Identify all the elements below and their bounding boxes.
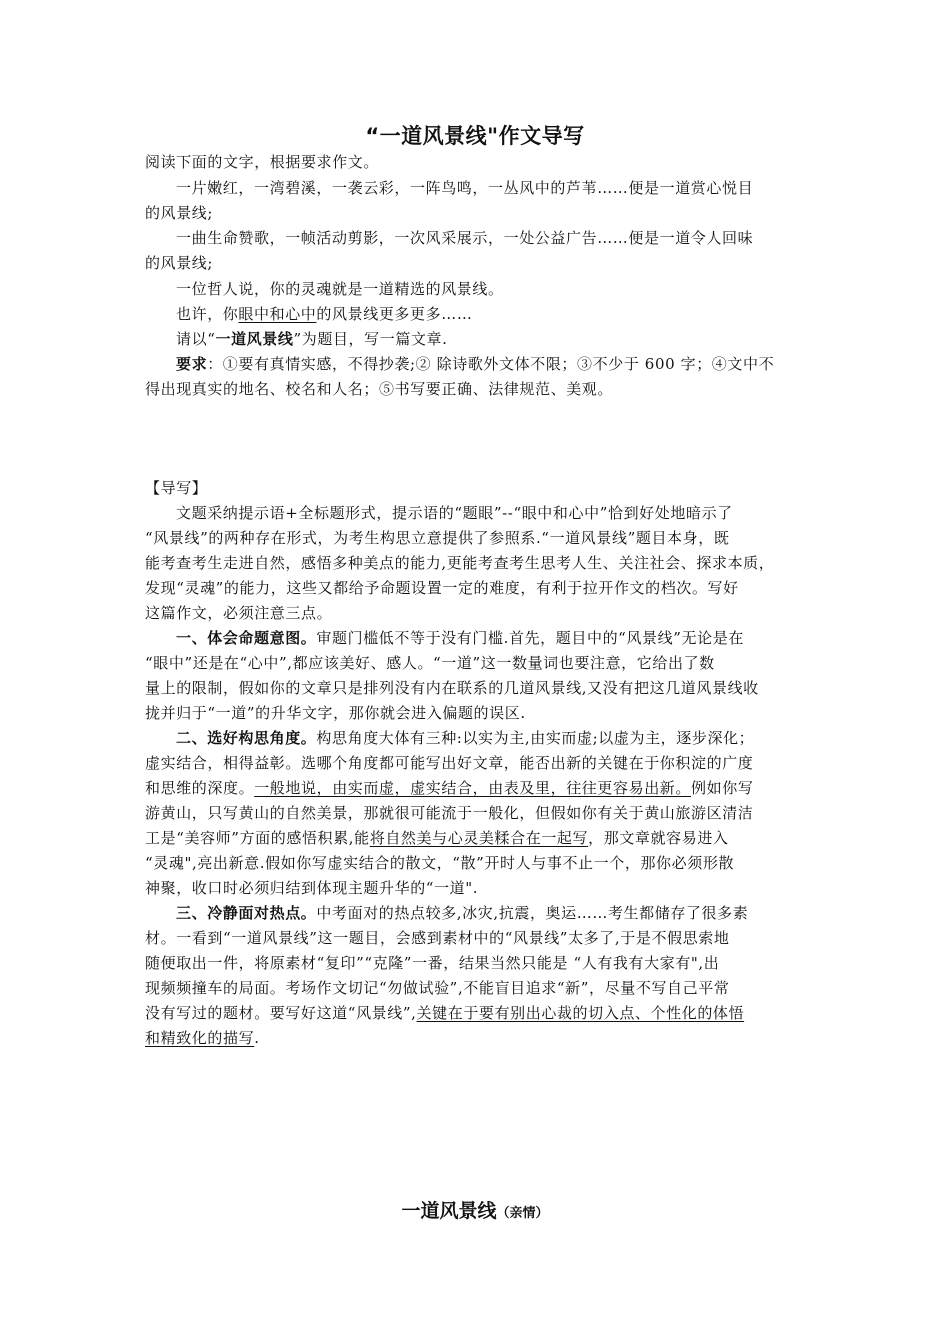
guide-line: 能考查考生走进自然，感悟多种美点的能力,更能考查考生思考人生、关注社会、探求本质，	[145, 554, 775, 572]
text-span: 请以“	[176, 330, 216, 348]
bold-text: 一道风景线	[215, 330, 294, 348]
section-line	[145, 778, 753, 798]
guide-heading: 【导写】	[145, 479, 208, 497]
requirement-line: 得出现真实的地名、校名和人名；⑤书写要正确、法律规范、美观。	[145, 380, 614, 398]
prompt-line	[176, 329, 448, 349]
text-span: 中考面对的热点较多,冰灾,抗震，奥运……考生都储存了很多素	[316, 904, 749, 922]
section-line: 现频频撞车的局面。考场作文切记“勿做试验”,不能盲目追求“新”，尽量不写自己平常	[145, 979, 730, 997]
section-heading: 二、选好构思角度。	[176, 729, 317, 747]
underlined-text: 关键在于要有别出心裁的切入点、个性化的体悟	[416, 1004, 745, 1022]
underlined-text: 将自然美与心灵美糅合在一起写	[369, 829, 589, 847]
prompt-line: 一位哲人说，你的灵魂就是一道精选的风景线。	[176, 280, 504, 298]
text-span: 的风景线更多更多……	[316, 305, 473, 323]
essay-title	[0, 1196, 950, 1223]
text-span: 和思维的深度。	[145, 779, 255, 797]
text-span: ，那文章就容易进入	[588, 829, 729, 847]
underlined-text: 一般地说，由实而虚，虚实结合，由表及里，往往更容易出新。	[254, 779, 692, 797]
essay-title-sub: （亲情）	[496, 1206, 549, 1221]
prompt-line: 的风景线;	[145, 254, 214, 272]
guide-line: 发现“灵魂”的能力，这些又都给予命题设置一定的难度，有利于拉开作文的档次。写好	[145, 579, 739, 597]
section-line: “灵魂",亮出新意.假如你写虚实结合的散文，“散”开时人与事不止一个，那你必须形散	[145, 854, 735, 872]
prompt-line: 的风景线;	[145, 204, 214, 222]
prompt-line	[176, 304, 472, 324]
intro-line: 阅读下面的文字，根据要求作文。	[145, 153, 380, 171]
requirement-line	[176, 354, 774, 374]
section-heading: 一、体会命题意图。	[176, 629, 317, 647]
requirement-label: 要求	[176, 355, 208, 373]
section-line	[176, 728, 754, 748]
underlined-text: 眼中和心中	[238, 305, 317, 323]
section-line	[145, 1028, 260, 1048]
text-span: ”为题目，写一篇文章.	[293, 330, 448, 348]
section-heading: 三、冷静面对热点。	[176, 904, 317, 922]
text-span: 也许，你	[176, 305, 239, 323]
prompt-line: 一片嫩红，一湾碧溪，一袭云彩，一阵鸟鸣，一丛风中的芦苇……便是一道赏心悦目	[176, 179, 754, 197]
section-line: 随便取出一件，将原素材“复印”“克隆”一番，结果当然只能是 “人有我有大家有",出	[145, 954, 720, 972]
section-line: 材。一看到“一道风景线”这一题目，会感到素材中的“风景线”太多了,于是不假思索地	[145, 929, 730, 947]
essay-title-main: 一道风景线	[401, 1200, 497, 1222]
guide-line: 这篇作文，必须注意三点。	[145, 604, 333, 622]
section-line: 虚实结合，相得益彰。选哪个角度都可能写出好文章，能否出新的关键在于你积淀的广度	[145, 754, 754, 772]
text-span: 没有写过的题材。要写好这道“风景线”,	[145, 1004, 417, 1022]
section-line	[145, 1003, 744, 1023]
prompt-line: 一曲生命赞歌，一帧活动剪影，一次风采展示，一处公益广告……便是一道令人回味	[176, 229, 754, 247]
section-line: 神聚，收口时必须归结到体现主题升华的“一道".	[145, 879, 479, 897]
text-span: .	[254, 1029, 260, 1047]
section-line	[176, 903, 748, 923]
guide-line: “风景线”的两种存在形式，为考生构思立意提供了参照系.“一道风景线”题目本身，既	[145, 529, 730, 547]
page-title: “一道风景线"作文导写	[365, 124, 585, 148]
underlined-text: 和精致化的描写	[145, 1029, 255, 1047]
text-span: 审题门槛低不等于没有门槛.首先，题目中的“风景线”无论是在	[316, 629, 744, 647]
section-line	[145, 828, 729, 848]
section-line: “眼中”还是在“心中”,都应该美好、感人。“一道”这一数量词也要注意，它给出了数	[145, 654, 715, 672]
section-line: 拢并归于“一道”的升华文字，那你就会进入偏题的误区.	[145, 704, 526, 722]
section-line	[176, 628, 744, 648]
section-line: 量上的限制，假如你的文章只是排列没有内在联系的几道风景线,又没有把这几道风景线收	[145, 679, 759, 697]
text-span: 构思角度大体有三种:以实为主,由实而虚;以虚为主，逐步深化；	[316, 729, 755, 747]
text-span: 工是“美容师”方面的感悟积累,能	[145, 829, 370, 847]
text-span: ：①要有真情实感，不得抄袭;② 除诗歌外文体不限；③不少于 600 字；④文中不	[207, 355, 775, 373]
section-line: 游黄山，只写黄山的自然美景，那就很可能流于一般化，但假如你有关于黄山旅游区清洁	[145, 804, 754, 822]
text-span: 例如你写	[691, 779, 754, 797]
guide-line: 文题采纳提示语+全标题形式，提示语的“题眼”--“眼中和心中”恰到好处地暗示了	[176, 504, 733, 522]
